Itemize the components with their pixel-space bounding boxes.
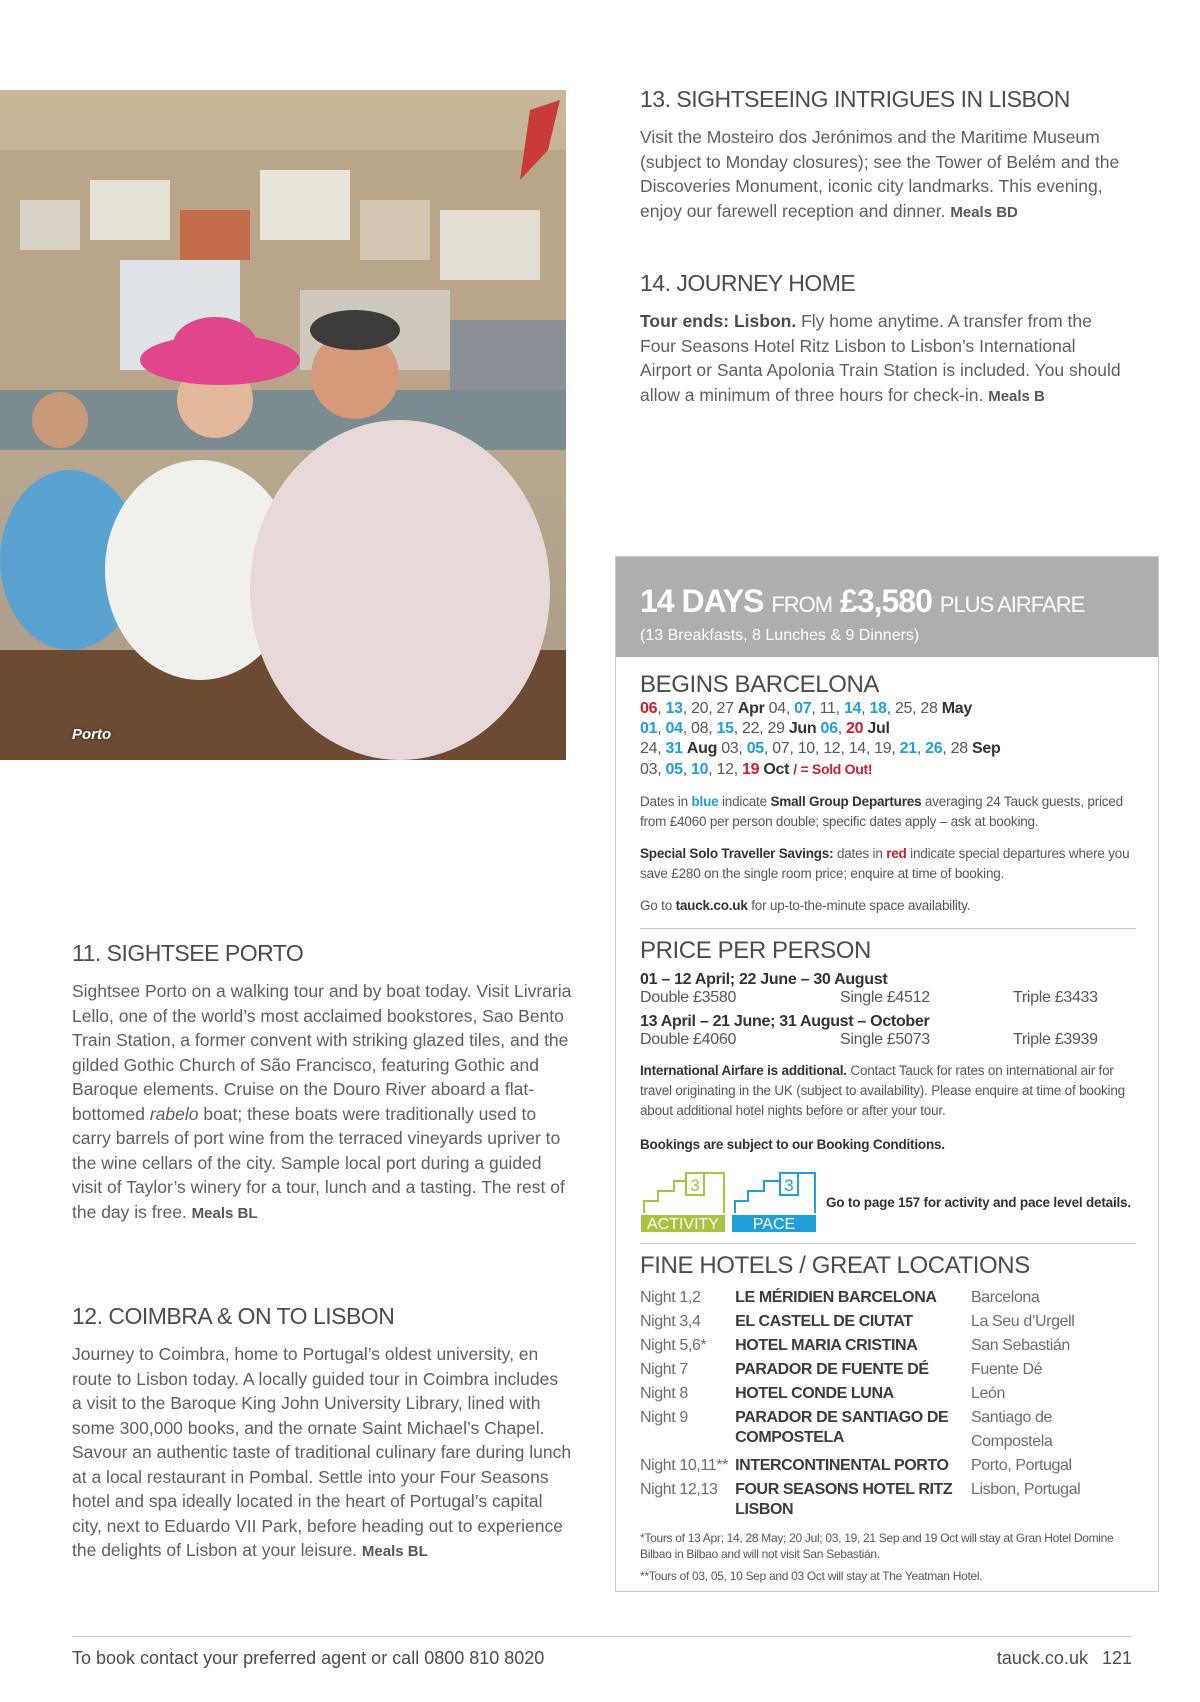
pace-level: 3 (784, 1176, 794, 1195)
hotel-row: Night 5,6* HOTEL MARIA CRISTINA San Sebastián (640, 1337, 1070, 1354)
day-11-title: 11. SIGHTSEE PORTO (72, 940, 304, 966)
hotel-list (640, 1286, 1136, 1520)
date-value: 10 (691, 761, 709, 778)
hotel-row: Night 7 PARADOR DE FUENTE DÉ Fuente Dé (640, 1361, 1043, 1378)
date-value: 25 (894, 700, 913, 717)
date-line: 03, 05, 10, 12, 19 Oct / = Sold Out! (640, 761, 873, 778)
date-value: 14 (848, 740, 866, 757)
hotels-title: FINE HOTELS / GREAT LOCATIONS (640, 1252, 1030, 1279)
date-value: 13 (665, 700, 683, 717)
date-value: 19 (741, 761, 760, 778)
day-12-section (72, 1303, 572, 1565)
footer-contact: To book contact your preferred agent or call 0800 810 8020 (72, 1648, 545, 1668)
date-line: 24, 31 Aug 03, 05, 07, 10, 12, 14, 19, 21, 26, 28 Sep (640, 740, 1001, 757)
footer-site-link[interactable]: tauck.co.uk (996, 1648, 1088, 1668)
date-value: 21 (899, 740, 917, 757)
date-value: 01 (640, 720, 658, 737)
hotel-row: Night 10,11** INTERCONTINENTAL PORTO Porto, Portugal (640, 1457, 1072, 1474)
day-11-text: Sightsee Porto on a walking tour and by boat today. Visit Livraria Lello, one of the world’s most acclaimed bookstores, Sao Bento Train Station, a former convent with striking glazed tiles, and the gilded Gothic Church of São Francisco, featuring Gothic and Baroque elements. Cruise on the Douro River aboard a flat-bottomed rabelo boat; these boats were traditionally used to carry barrels of port wine from the terraced vineyards upriver to the wine cellars of the city. Sample local port during a guided visit of Taylor’s winery for a tour, lunch and a tasting. The rest of the day is free. Meals BL (72, 981, 572, 1222)
activity-badge (641, 1173, 725, 1233)
footer-divider (72, 1636, 1132, 1637)
price-per-person-title: PRICE PER PERSON (640, 937, 871, 964)
date-month: Apr (737, 700, 765, 717)
date-value: 04 (665, 720, 683, 737)
footer-right (997, 1648, 1132, 1669)
date-month: Aug (686, 740, 718, 757)
date-value: 12 (823, 740, 841, 757)
price-row-1: Double £3580 Single £4512 Triple £3433 (640, 989, 1098, 1006)
day-13-title: 13. SIGHTSEEING INTRIGUES IN LISBON (640, 86, 1070, 112)
date-month: May (941, 700, 973, 717)
date-month: Jun (788, 720, 817, 737)
day-13-meals: Meals BD (950, 203, 1018, 221)
date-value: 05 (665, 761, 683, 778)
date-value: 06 (820, 720, 838, 737)
day-12-text: Journey to Coimbra, home to Portugal’s oldest university, en route to Lisbon today. A locally guided tour in Coimbra includes a visit to the Baroque King John University Library, lined with some 300,000 books, and the ornate Saint Michael’s Chapel. Savour an authentic taste of traditional culinary fare during lunch at a local restaurant in Pombal. Settle into your Four Seasons hotel and spa ideally located in the heart of Portugal’s capital city, next to Eduardo VII Park, before heading out to experience the delights of Lisbon at your leisure. Meals BL (72, 1344, 572, 1560)
day-11-section (72, 940, 572, 1226)
begins-title: BEGINS BARCELONA (640, 671, 880, 698)
date-value: 05 (746, 740, 764, 757)
day-14-section (640, 270, 1130, 409)
date-line: 01, 04, 08, 15, 22, 29 Jun 06, 20 Jul (640, 720, 890, 737)
date-value: 27 (716, 700, 734, 717)
hotel-row: Night 8 HOTEL CONDE LUNA León (640, 1385, 1005, 1402)
airfare-note: International Airfare is additional. Contact Tauck for rates on international air for travel originating in the UK (subject to availability). Please enquire at time of booking about additional hotel nights before or after your tour. (640, 1063, 1125, 1118)
levels-note: Go to page 157 for activity and pace level details. (826, 1194, 1131, 1210)
date-month: Oct (763, 761, 790, 778)
hotel-row: Night 1,2 LE MÉRIDIEN BARCELONA Barcelona (640, 1289, 1040, 1306)
activity-label: ACTIVITY (646, 1216, 720, 1233)
date-value: 26 (925, 740, 943, 757)
solo-traveller-note: Special Solo Traveller Savings: dates in red indicate special departures where you save £280 on the single room price; enquire at time of booking. (640, 846, 1130, 881)
sold-out-legend: / = Sold Out! (793, 761, 873, 777)
footnote-1: *Tours of 13 Apr; 14, 28 May; 20 Jul; 03, 19, 21 Sep and 19 Oct will stay at Gran Hotel Domine Bilbao in Bilbao and will not visit San Sebastián. (640, 1531, 1114, 1561)
date-month: Jul (867, 720, 890, 737)
day-11-meals: Meals BL (191, 1204, 258, 1222)
pace-label: PACE (752, 1216, 796, 1233)
availability-note: Go to tauck.co.uk for up-to-the-minute space availability. (640, 898, 971, 913)
price-header (616, 557, 1158, 657)
hotel-row: Night 9 PARADOR DE SANTIAGO DE COMPOSTELA Santiago de Compostela (640, 1409, 1053, 1450)
meals-summary: (13 Breakfasts, 8 Lunches & 9 Dinners) (640, 627, 920, 644)
photo-illustration (0, 90, 566, 760)
page-number: 121 (1101, 1648, 1132, 1668)
date-value: 31 (665, 740, 683, 757)
hotel-row: Night 3,4 EL CASTELL DE CIUTAT La Seu d’Urgell (640, 1313, 1075, 1330)
small-group-note: Dates in blue indicate Small Group Departures averaging 24 Tauck guests, priced from £4060 per person double; specific dates apply – ask at booking. (640, 794, 1123, 829)
pace-badge (732, 1173, 816, 1233)
date-line: 06, 13, 20, 27 Apr 04, 07, 11, 14, 18, 25, 28 May (640, 700, 973, 717)
headline-price: 14 DAYS FROM £3,580 PLUS AIRFARE (640, 583, 1085, 619)
porto-photo (0, 90, 566, 760)
hotel-row: Night 12,13 FOUR SEASONS HOTEL RITZ LISBON Lisbon, Portugal (640, 1481, 1081, 1518)
day-13-section (640, 86, 1130, 225)
tauck-link[interactable]: tauck.co.uk (675, 898, 748, 913)
price-period-2: 13 April – 21 June; 31 August – October (640, 1013, 930, 1030)
price-row-2: Double £4060 Single £5073 Triple £3939 (640, 1031, 1098, 1048)
date-value: 15 (716, 720, 734, 737)
photo-caption: Porto (72, 726, 112, 743)
booking-conditions-note: Bookings are subject to our Booking Conditions. (640, 1137, 945, 1152)
level-badges (640, 1171, 816, 1233)
day-12-title: 12. COIMBRA & ON TO LISBON (72, 1303, 395, 1329)
date-value: 14 (843, 700, 862, 717)
day-14-title: 14. JOURNEY HOME (640, 270, 856, 296)
day-14-meals: Meals B (988, 387, 1045, 405)
day-14-text: Tour ends: Lisbon. Fly home anytime. A transfer from the Four Seasons Hotel Ritz Lisbon to Lisbon’s International Airport or Santa Apolonia Train Station is included. You should allow a minimum of three hours for check-in. Meals B (640, 311, 1121, 405)
day-13-text: Visit the Mosteiro dos Jerónimos and the Maritime Museum (subject to Monday closures); see the Tower of Belém and the Discoveries Monument, iconic city landmarks. This evening, enjoy our farewell reception and dinner. Meals BD (640, 127, 1120, 221)
date-value: 07 (794, 700, 812, 717)
date-value: 06 (640, 700, 658, 717)
activity-level: 3 (690, 1176, 700, 1195)
date-value: 20 (846, 720, 864, 737)
departure-dates (640, 699, 1136, 780)
day-12-meals: Meals BL (361, 1543, 428, 1560)
activity-pace-levels (640, 1171, 1136, 1233)
price-period-1: 01 – 12 April; 22 June – 30 August (640, 971, 888, 988)
tour-info-box (615, 556, 1159, 1592)
date-value: 07 (772, 740, 790, 757)
date-value: 18 (869, 700, 887, 717)
footnote-2: **Tours of 03, 05, 10 Sep and 03 Oct will stay at The Yeatman Hotel. (640, 1569, 983, 1583)
date-month: Sep (972, 740, 1001, 757)
